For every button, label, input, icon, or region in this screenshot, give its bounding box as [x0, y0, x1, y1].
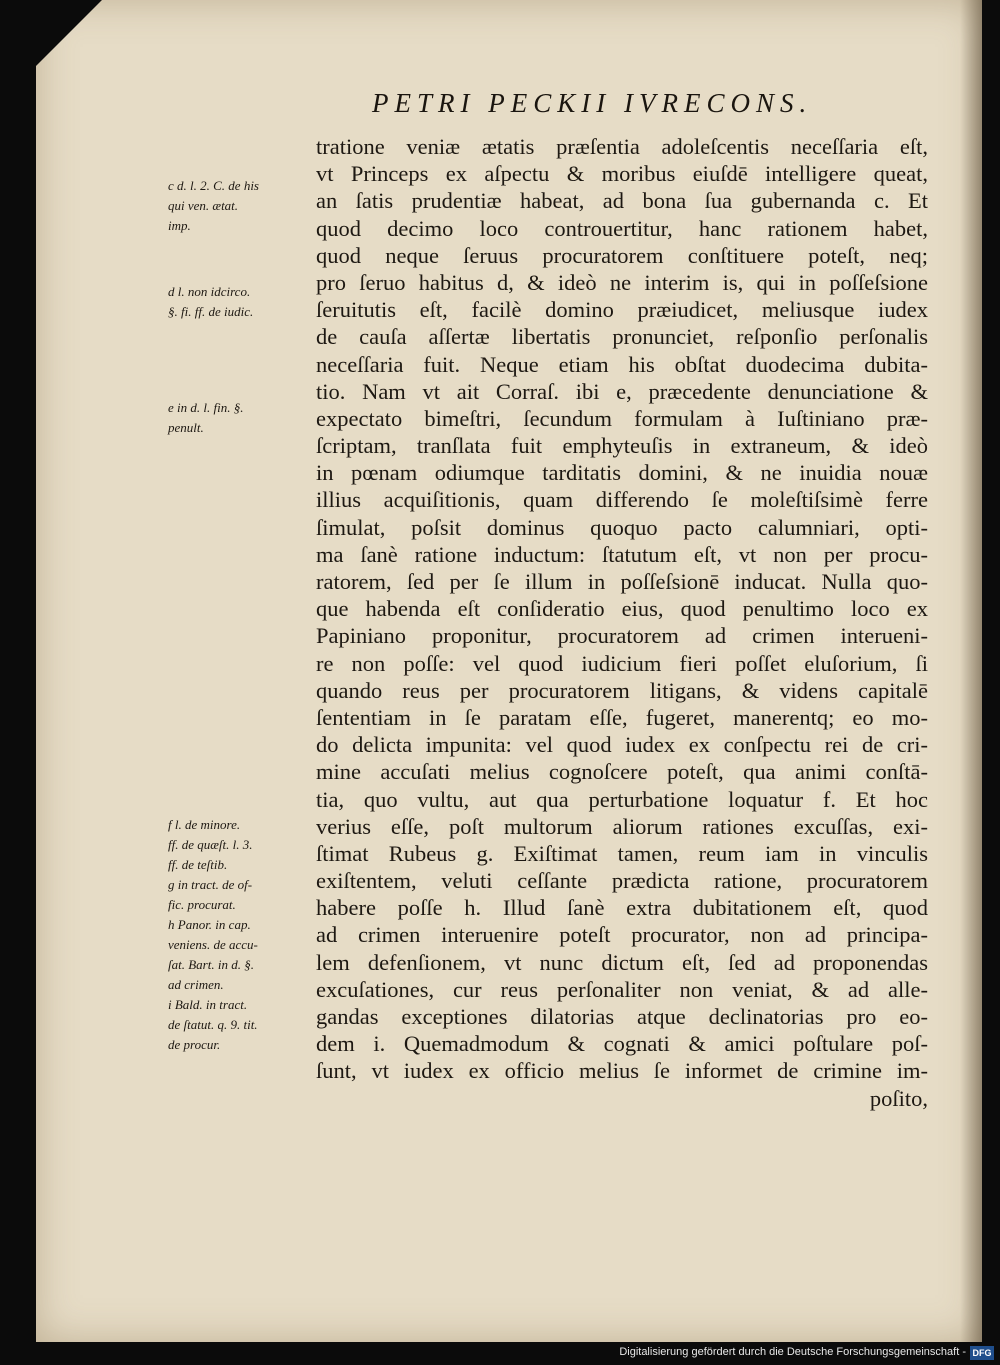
text-line: re non poſſe: vel quod iudicium fieri poſſet eluſorium, ſi	[316, 650, 928, 676]
margin-note-line: de procur.	[168, 1037, 221, 1052]
text-line: ſimulat, poſsit dominus quoquo pacto calumniari, opti-	[316, 514, 928, 540]
text-line: mine accuſati melius cognoſcere poteſt, qua animi conſtā-	[316, 759, 928, 785]
margin-note-line: imp.	[168, 218, 191, 233]
margin-note-line: ad crimen.	[168, 977, 224, 992]
text-line: que habenda eſt conſideratio eius, quod penultimo loco ex	[316, 596, 928, 622]
text-line: quod neque ſeruus procuratorem conſtituere poteſt, neq;	[316, 242, 928, 268]
margin-note-line: ff. de teſtib.	[168, 857, 228, 872]
footer-bar	[0, 1342, 1000, 1365]
main-text-block	[316, 133, 928, 1112]
margin-note-line: qui ven. ætat.	[168, 198, 239, 213]
running-head: PETRI PECKII IVRECONS.	[372, 88, 813, 118]
text-line: ſententiam in ſe paratam eſſe, fugeret, manerentq; eo mo-	[316, 704, 928, 730]
text-line: quod decimo loco controuertitur, hanc rationem habet,	[316, 215, 928, 241]
text-line: illius acquiſitionis, quam differendo ſe moleſtiſsimè ferre	[316, 487, 928, 513]
page-spine-shadow	[960, 0, 982, 1342]
margin-note-line: fic. procurat.	[168, 897, 236, 912]
dfg-logo-icon: DFG	[970, 1346, 994, 1360]
text-line: expectato bimeſtri, ſecundum formulam à Iuſtiniano præ-	[316, 405, 928, 431]
margin-note-line: f l. de minore.	[168, 817, 241, 832]
text-line: neceſſaria fuit. Neque etiam his obſtat duodecima dubita-	[316, 351, 928, 377]
margin-note-line: e in d. l. fin. §.	[168, 400, 244, 415]
text-line: de cauſa aſſertæ libertatis pronunciet, reſponſio perſonalis	[316, 324, 928, 350]
text-line: habere poſſe h. Illud ſanè extra dubitationem eſt, quod	[316, 895, 928, 921]
text-line: tratione veniæ ætatis præſentia adoleſcentis neceſſaria eſt,	[316, 134, 928, 159]
text-line: ma ſanè ratione inductum: ſtatutum eſt, vt non per procu-	[316, 541, 928, 567]
text-line: gandas exceptiones dilatorias atque declinatorias pro eo-	[316, 1004, 928, 1029]
text-line: tio. Nam vt ait Corraſ. ibi e, præcedente denunciatione &	[316, 378, 928, 404]
margin-note-line: g in tract. de of-	[168, 877, 253, 892]
margin-note-line: d l. non idcirco.	[168, 284, 251, 299]
text-line: tia, quo vultu, aut qua perturbatione loquatur f. Et hoc	[316, 786, 928, 812]
margin-note-line: ff. de quæſt. l. 3.	[168, 837, 253, 852]
text-line: ad crimen interuenire poteſt procurator, non ad principa-	[316, 922, 928, 948]
text-line: ſcriptam, tranſlata fuit emphyteuſis in extraneum, & ideò	[316, 433, 928, 459]
margin-note	[168, 176, 316, 236]
text-line: verius eſſe, poſt multorum aliorum rationes excuſſas, exi-	[316, 813, 928, 839]
margin-note-line: de ſtatut. q. 9. tit.	[168, 1017, 258, 1032]
text-line: Papiniano proponitur, procuratorem ad crimen interueni-	[316, 623, 928, 649]
margin-note-line: h Panor. in cap.	[168, 917, 251, 932]
margin-note-line: veniens. de accu-	[168, 937, 258, 952]
margin-note-line: ſat. Bart. in d. §.	[168, 957, 254, 972]
text-line: vt Princeps ex aſpectu & moribus eiuſdē intelligere queat,	[316, 161, 928, 187]
text-line: quando reus per procuratorem litigans, & videns capitalē	[316, 677, 928, 703]
text-line: exiſtentem, veluti ceſſante prædicta ratione, procuratorem	[316, 868, 928, 894]
text-line: an ſatis prudentiæ habeat, ad bona ſua gubernanda c. Et	[316, 188, 928, 214]
margin-note	[168, 398, 316, 438]
margin-note-line: c d. l. 2. C. de his	[168, 178, 259, 193]
margin-note-line: penult.	[168, 420, 204, 435]
text-line: in pœnam odiumque tarditatis domini, & ne inuidia nouæ	[316, 460, 928, 486]
margin-note	[168, 815, 316, 1055]
margin-note-line: i Bald. in tract.	[168, 997, 248, 1012]
text-line: ſunt, vt iudex ex officio melius ſe informet de crimine im-	[316, 1058, 928, 1084]
text-line: ſtimat Rubeus g. Exiſtimat tamen, reum iam in vinculis	[316, 840, 928, 866]
text-line: excuſationes, cur reus perſonaliter non veniat, & ad alle-	[316, 976, 928, 1002]
text-line: do delicta impunita: vel quod iudex ex conſpectu rei de cri-	[316, 732, 928, 758]
text-line: pro ſeruo habitus d, & ideò ne interim is, qui in poſſeſsione	[316, 269, 928, 295]
footer-credit: Digitalisierung gefördert durch die Deutsche Forschungsgemeinschaft -	[619, 1346, 966, 1358]
text-line: lem defenſionem, vt nunc dictum eſt, ſed ad proponendas	[316, 949, 928, 975]
text-line: ratorem, ſed per ſe illum in poſſeſsionē inducat. Nulla quo-	[316, 569, 928, 594]
text-line: dem i. Quemadmodum & cognati & amici poſtulare poſ-	[316, 1031, 928, 1057]
text-line: ſeruitutis eſt, facilè domino præiudicet, meliusque iudex	[316, 297, 928, 323]
text-line: poſito,	[869, 1085, 928, 1111]
margin-note	[168, 282, 316, 322]
margin-note-line: §. fi. ff. de iudic.	[168, 304, 254, 319]
